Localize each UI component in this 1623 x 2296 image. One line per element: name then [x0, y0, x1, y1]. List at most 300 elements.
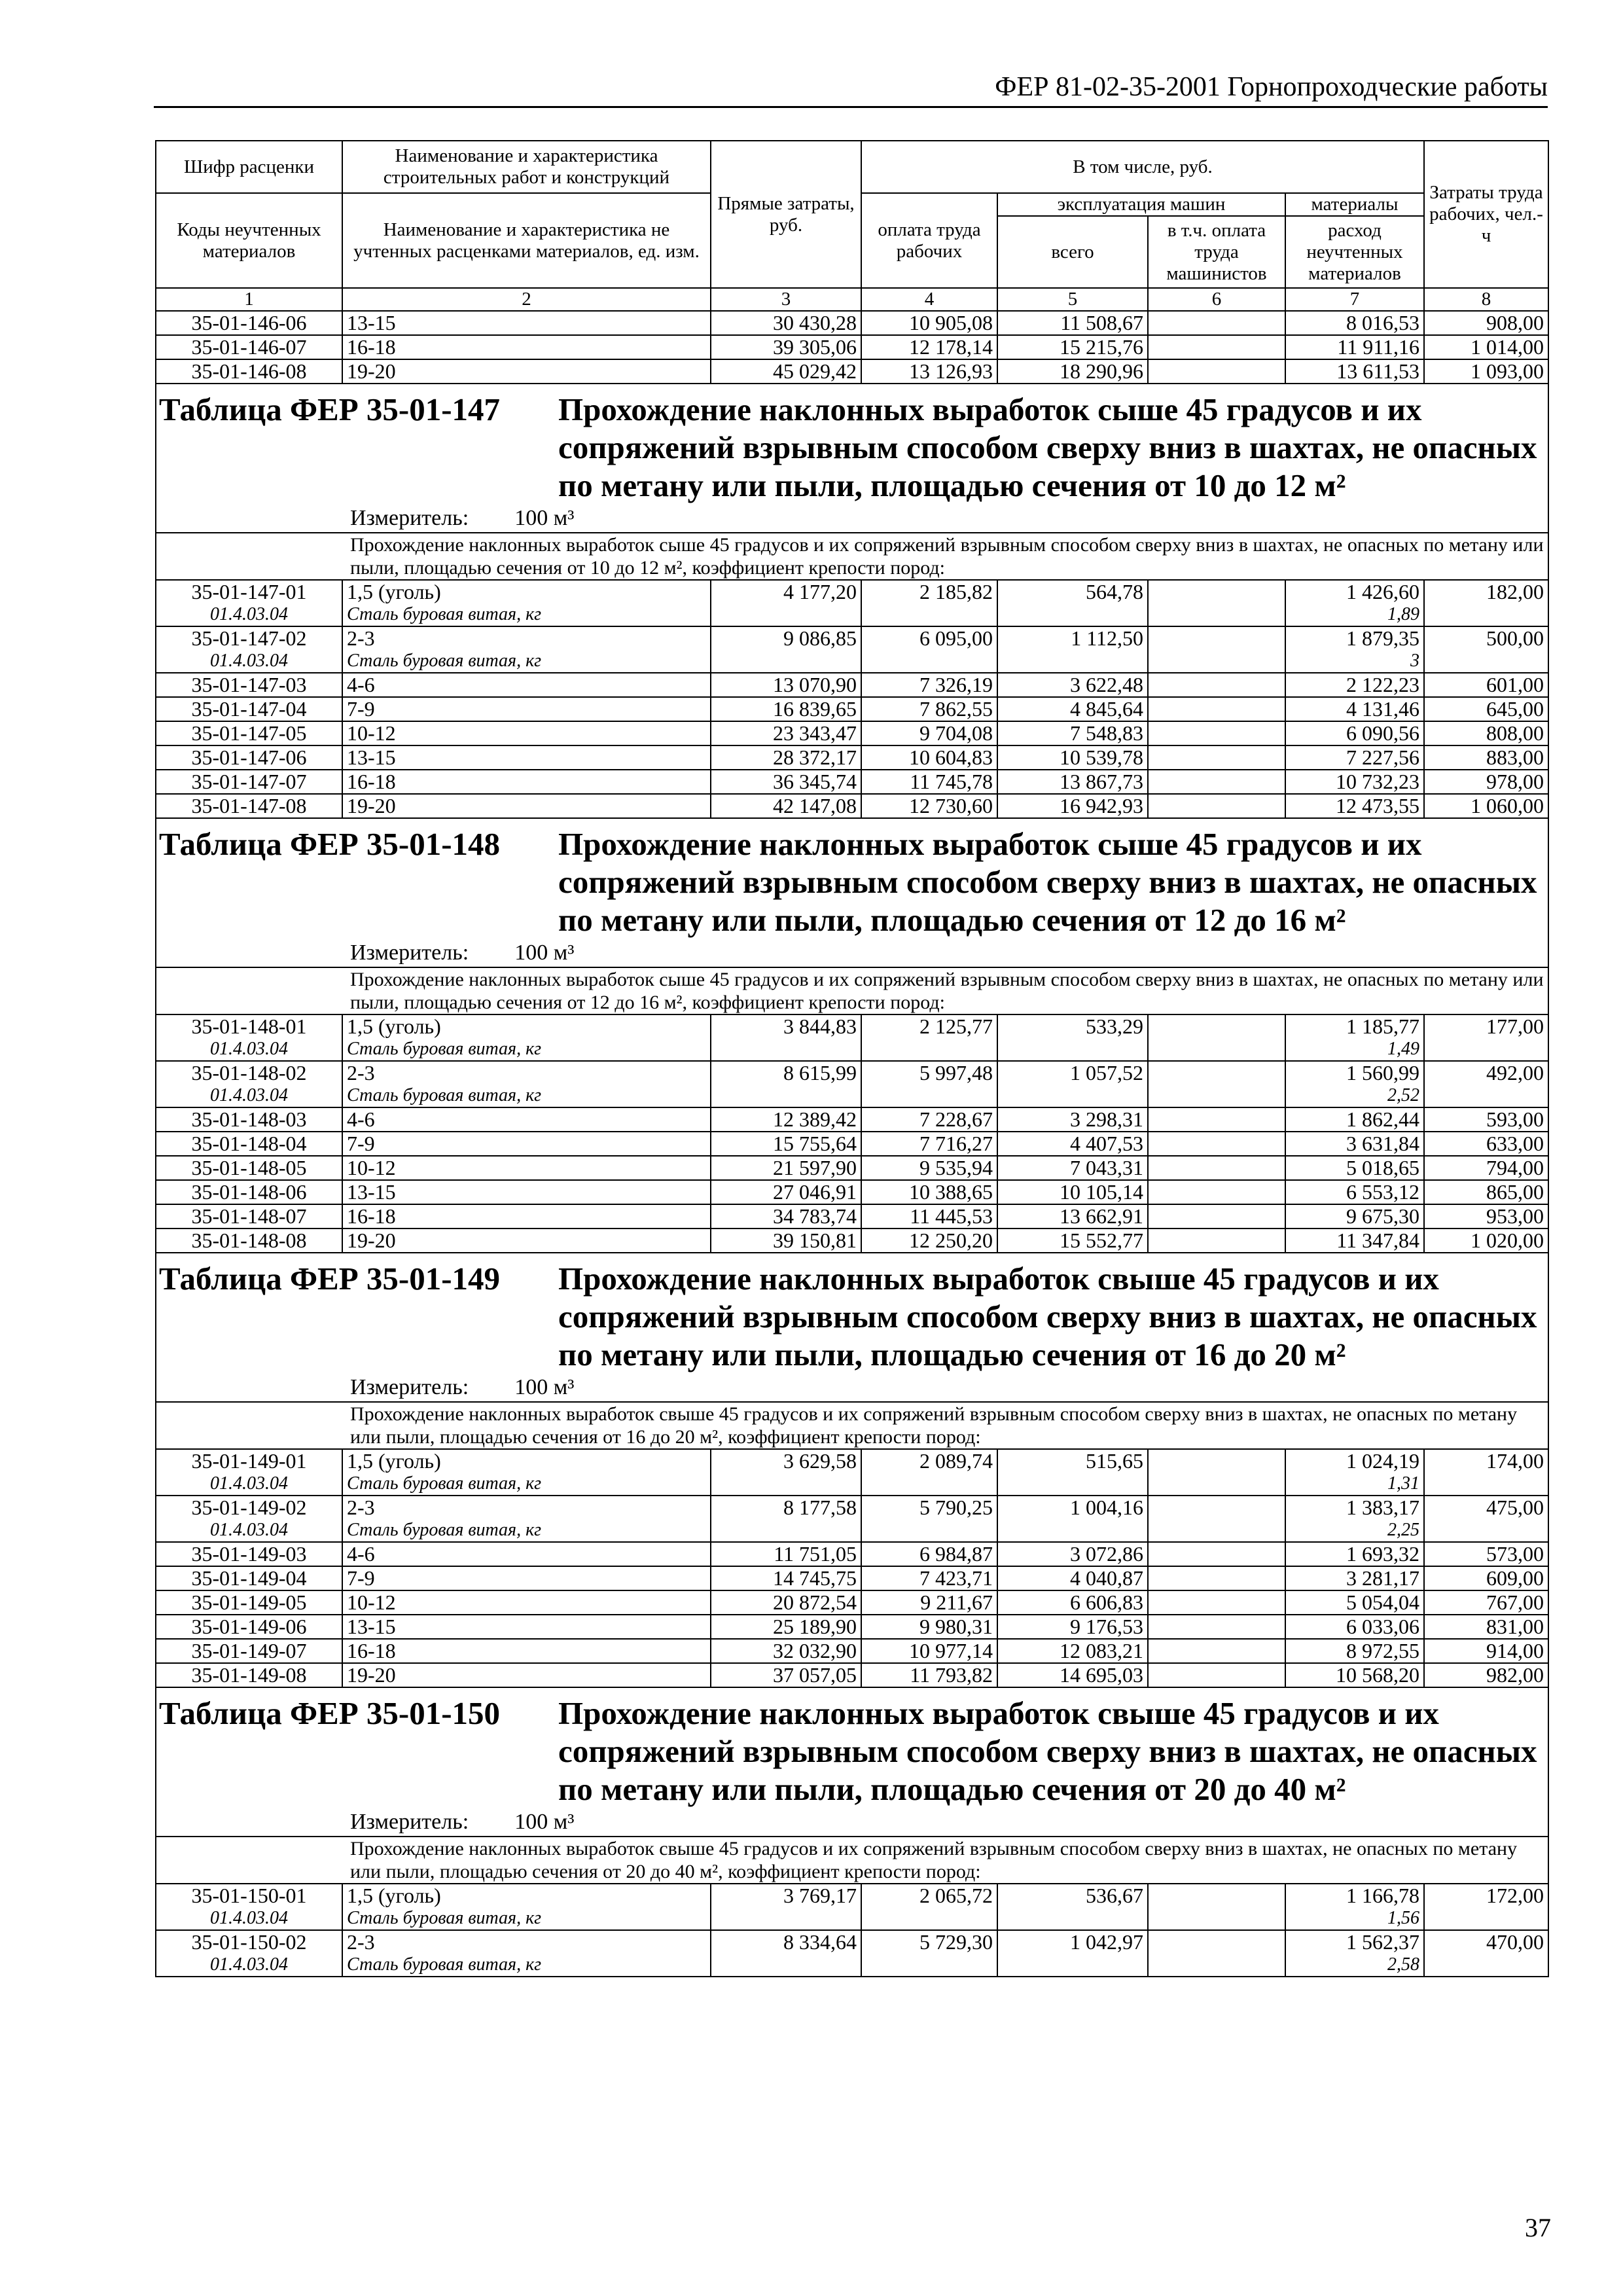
cell-machines: 4 040,87: [997, 1566, 1148, 1590]
header-code: Шифр расценки: [156, 141, 342, 193]
cell-labor: 470,00: [1424, 1930, 1548, 1954]
table-row: [156, 1496, 1548, 1519]
table-title-row: [156, 384, 1548, 505]
cell-labor: 831,00: [1424, 1615, 1548, 1639]
cell-wages: 11 445,53: [861, 1204, 997, 1229]
cell-machinist: [1148, 1449, 1285, 1473]
table-row: [156, 1615, 1548, 1639]
cell-empty: [997, 650, 1148, 673]
cell-materials: 6 090,56: [1285, 721, 1424, 745]
cell-machines: 9 176,53: [997, 1615, 1148, 1639]
cell-code: 35-01-147-01: [156, 580, 342, 603]
cell-machines: 536,67: [997, 1884, 1148, 1907]
material-code: 01.4.03.04: [156, 1473, 342, 1496]
material-code: 01.4.03.04: [156, 603, 342, 626]
table-number: Таблица ФЕР 35-01-148: [159, 826, 501, 862]
table-title: Прохождение наклонных выработок свыше 45 градусов и их сопряжений взрывным способом сверху вниз в шахтах, не опасных по метану или пыли, площадью сечения от 16 до 20 м²: [558, 1261, 1537, 1372]
table-row: [156, 1566, 1548, 1590]
cell-direct: 8 334,64: [711, 1930, 861, 1954]
cell-empty: [1148, 1038, 1285, 1061]
cell-name: 10-12: [342, 1590, 711, 1615]
cell-labor: 982,00: [1424, 1663, 1548, 1687]
table-row: [156, 580, 1548, 603]
table-row: [156, 1061, 1548, 1085]
cell-machines: 3 072,86: [997, 1542, 1148, 1566]
table-row: [156, 359, 1548, 384]
cell-empty: [711, 1954, 861, 1977]
cell-wages: 7 326,19: [861, 673, 997, 697]
cell-materials: 9 675,30: [1285, 1204, 1424, 1229]
cell-direct: 11 751,05: [711, 1542, 861, 1566]
cell-labor: 633,00: [1424, 1132, 1548, 1156]
cell-materials: 11 911,16: [1285, 335, 1424, 359]
cell-labor: 573,00: [1424, 1542, 1548, 1566]
table-heading: [156, 384, 1548, 505]
cell-wages: 10 388,65: [861, 1180, 997, 1204]
cell-code: 35-01-150-01: [156, 1884, 342, 1907]
table-title: Прохождение наклонных выработок сыше 45 градусов и их сопряжений взрывным способом сверху вниз в шахтах, не опасных по метану или пыли, площадью сечения от 12 до 16 м²: [558, 826, 1537, 938]
cell-code: 35-01-146-06: [156, 311, 342, 335]
cell-wages: 6 984,87: [861, 1542, 997, 1566]
cell-wages: 2 125,77: [861, 1014, 997, 1038]
cell-machinist: [1148, 770, 1285, 794]
cell-empty: [997, 603, 1148, 626]
cell-code: 35-01-147-04: [156, 697, 342, 721]
cell-machinist: [1148, 335, 1285, 359]
work-description: Прохождение наклонных выработок сыше 45 градусов и их сопряжений взрывным способом сверху вниз в шахтах, не опасных по метану или пыли, площадью сечения от 10 до 12 м², коэффициент крепости пород:: [156, 533, 1548, 580]
cell-empty: [861, 1085, 997, 1107]
cell-labor: 174,00: [1424, 1449, 1548, 1473]
table-number: Таблица ФЕР 35-01-150: [159, 1695, 501, 1731]
cell-machinist: [1148, 1663, 1285, 1687]
cell-materials: 4 131,46: [1285, 697, 1424, 721]
cell-machinist: [1148, 1930, 1285, 1954]
cell-direct: 30 430,28: [711, 311, 861, 335]
cell-empty: [1148, 1473, 1285, 1496]
header-wages: оплата труда рабочих: [861, 193, 997, 288]
cell-direct: 8 615,99: [711, 1061, 861, 1085]
cell-machines: 7 548,83: [997, 721, 1148, 745]
cell-name: 19-20: [342, 794, 711, 818]
unaccounted-material-row: [156, 650, 1548, 673]
unaccounted-material-row: [156, 603, 1548, 626]
table-title-row: [156, 1687, 1548, 1808]
cell-empty: [711, 650, 861, 673]
table-heading: [156, 818, 1548, 939]
header-unaccounted-name: Наименование и характеристика не учтенных расценками материалов, ед. изм.: [342, 193, 711, 288]
cell-empty: [1148, 1954, 1285, 1977]
cell-name: 4-6: [342, 1542, 711, 1566]
table-title: Прохождение наклонных выработок свыше 45 градусов и их сопряжений взрывным способом сверху вниз в шахтах, не опасных по метану или пыли, площадью сечения от 20 до 40 м²: [558, 1695, 1537, 1807]
table-row: [156, 770, 1548, 794]
cell-code: 35-01-148-04: [156, 1132, 342, 1156]
table-row: [156, 745, 1548, 770]
cell-empty: [1424, 603, 1548, 626]
cell-empty: [997, 1473, 1148, 1496]
cell-machinist: [1148, 359, 1285, 384]
cell-machines: 1 004,16: [997, 1496, 1148, 1519]
material-quantity: 2,58: [1285, 1954, 1424, 1977]
cell-materials: 1 166,78: [1285, 1884, 1424, 1907]
cell-name: 2-3: [342, 626, 711, 650]
cell-direct: 20 872,54: [711, 1590, 861, 1615]
cell-materials: 2 122,23: [1285, 673, 1424, 697]
material-name: Сталь буровая витая, кг: [342, 1038, 711, 1061]
cell-code: 35-01-147-02: [156, 626, 342, 650]
cell-labor: 500,00: [1424, 626, 1548, 650]
measure-row: [156, 1808, 1548, 1837]
cell-wages: 2 065,72: [861, 1884, 997, 1907]
cell-direct: 36 345,74: [711, 770, 861, 794]
cell-empty: [1424, 1519, 1548, 1542]
cell-machinist: [1148, 1180, 1285, 1204]
table-row: [156, 1132, 1548, 1156]
measure-label: Измеритель:: [350, 506, 469, 530]
cell-labor: 593,00: [1424, 1107, 1548, 1132]
cell-materials: 1 426,60: [1285, 580, 1424, 603]
cell-code: 35-01-149-07: [156, 1639, 342, 1663]
cell-machinist: [1148, 1590, 1285, 1615]
cell-machines: 3 298,31: [997, 1107, 1148, 1132]
cell-direct: 39 150,81: [711, 1229, 861, 1253]
cell-labor: 1 093,00: [1424, 359, 1548, 384]
cell-labor: 978,00: [1424, 770, 1548, 794]
cell-name: 7-9: [342, 1132, 711, 1156]
table-row: [156, 673, 1548, 697]
cell-labor: 914,00: [1424, 1639, 1548, 1663]
material-quantity: 2,52: [1285, 1085, 1424, 1107]
measure-value: 100 м³: [514, 1375, 575, 1399]
cell-name: 19-20: [342, 1229, 711, 1253]
cell-wages: 13 126,93: [861, 359, 997, 384]
cell-machinist: [1148, 1229, 1285, 1253]
cell-machines: 11 508,67: [997, 311, 1148, 335]
cell-machinist: [1148, 794, 1285, 818]
cell-direct: 12 389,42: [711, 1107, 861, 1132]
cell-empty: [1424, 1954, 1548, 1977]
header-materials: материалы: [1285, 193, 1424, 216]
work-description-row: [156, 1402, 1548, 1449]
header-total: всего: [997, 216, 1148, 288]
cell-empty: [861, 1473, 997, 1496]
cell-labor: 865,00: [1424, 1180, 1548, 1204]
table-row: [156, 1229, 1548, 1253]
table-row: [156, 1204, 1548, 1229]
material-name: Сталь буровая витая, кг: [342, 603, 711, 626]
column-number: 7: [1285, 288, 1424, 311]
cell-code: 35-01-148-06: [156, 1180, 342, 1204]
cell-machines: 13 662,91: [997, 1204, 1148, 1229]
cell-machinist: [1148, 1156, 1285, 1180]
cell-code: 35-01-149-05: [156, 1590, 342, 1615]
measure-value: 100 м³: [514, 506, 575, 530]
cell-direct: 39 305,06: [711, 335, 861, 359]
cell-machinist: [1148, 1132, 1285, 1156]
cell-machinist: [1148, 1566, 1285, 1590]
cell-wages: 12 730,60: [861, 794, 997, 818]
cell-machines: 7 043,31: [997, 1156, 1148, 1180]
header-rule: [154, 106, 1548, 108]
table-heading: [156, 1253, 1548, 1374]
cell-wages: 6 095,00: [861, 626, 997, 650]
material-code: 01.4.03.04: [156, 1085, 342, 1107]
column-number: 3: [711, 288, 861, 311]
cell-materials: 10 732,23: [1285, 770, 1424, 794]
cell-machines: 1 057,52: [997, 1061, 1148, 1085]
cell-machines: 3 622,48: [997, 673, 1148, 697]
cell-name: 13-15: [342, 311, 711, 335]
cell-machinist: [1148, 1496, 1285, 1519]
cell-wages: 9 704,08: [861, 721, 997, 745]
cell-direct: 3 844,83: [711, 1014, 861, 1038]
cell-name: 2-3: [342, 1930, 711, 1954]
cell-direct: 16 839,65: [711, 697, 861, 721]
cell-labor: 182,00: [1424, 580, 1548, 603]
material-quantity: 1,31: [1285, 1473, 1424, 1496]
cell-materials: 5 054,04: [1285, 1590, 1424, 1615]
cell-code: 35-01-147-08: [156, 794, 342, 818]
cell-wages: 2 089,74: [861, 1449, 997, 1473]
cell-machines: 10 539,78: [997, 745, 1148, 770]
work-description: Прохождение наклонных выработок свыше 45 градусов и их сопряжений взрывным способом сверху вниз в шахтах, не опасных по метану или пыли, площадью сечения от 16 до 20 м², коэффициент крепости пород:: [156, 1402, 1548, 1449]
page-number: 37: [1525, 2213, 1551, 2242]
cell-machines: 15 215,76: [997, 335, 1148, 359]
unaccounted-material-row: [156, 1085, 1548, 1107]
cell-machinist: [1148, 697, 1285, 721]
measure-label: Измеритель:: [350, 1810, 469, 1834]
cell-machinist: [1148, 1061, 1285, 1085]
cell-name: 10-12: [342, 1156, 711, 1180]
cell-wages: 5 997,48: [861, 1061, 997, 1085]
cell-machinist: [1148, 1615, 1285, 1639]
cell-name: 7-9: [342, 697, 711, 721]
material-code: 01.4.03.04: [156, 1954, 342, 1977]
cell-name: 16-18: [342, 1639, 711, 1663]
cell-materials: 6 033,06: [1285, 1615, 1424, 1639]
cell-materials: 7 227,56: [1285, 745, 1424, 770]
unaccounted-material-row: [156, 1038, 1548, 1061]
cell-name: 7-9: [342, 1566, 711, 1590]
measure: [156, 1808, 1548, 1837]
cell-empty: [861, 1519, 997, 1542]
cell-empty: [1148, 1085, 1285, 1107]
cell-empty: [1424, 1473, 1548, 1496]
cell-direct: 27 046,91: [711, 1180, 861, 1204]
material-code: 01.4.03.04: [156, 1519, 342, 1542]
cell-empty: [711, 1519, 861, 1542]
measure-value: 100 м³: [514, 941, 575, 965]
cell-empty: [711, 1473, 861, 1496]
table-row: [156, 1449, 1548, 1473]
measure-row: [156, 1374, 1548, 1402]
table-row: [156, 1884, 1548, 1907]
cell-direct: 15 755,64: [711, 1132, 861, 1156]
cell-empty: [1424, 1038, 1548, 1061]
cell-name: 1,5 (уголь): [342, 1449, 711, 1473]
cell-labor: 767,00: [1424, 1590, 1548, 1615]
cell-materials: 1 693,32: [1285, 1542, 1424, 1566]
cell-code: 35-01-148-05: [156, 1156, 342, 1180]
column-number: 5: [997, 288, 1148, 311]
cell-machinist: [1148, 580, 1285, 603]
cell-name: 16-18: [342, 1204, 711, 1229]
table-title-row: [156, 1253, 1548, 1374]
cell-code: 35-01-148-02: [156, 1061, 342, 1085]
cell-direct: 42 147,08: [711, 794, 861, 818]
cell-wages: 5 790,25: [861, 1496, 997, 1519]
material-quantity: 3: [1285, 650, 1424, 673]
cell-machines: 4 845,64: [997, 697, 1148, 721]
cell-machinist: [1148, 1542, 1285, 1566]
cell-labor: 883,00: [1424, 745, 1548, 770]
cell-code: 35-01-148-03: [156, 1107, 342, 1132]
table-row: [156, 626, 1548, 650]
cell-empty: [997, 1519, 1148, 1542]
cell-materials: 8 972,55: [1285, 1639, 1424, 1663]
cell-machines: 6 606,83: [997, 1590, 1148, 1615]
cell-empty: [711, 1907, 861, 1930]
measure-value: 100 м³: [514, 1810, 575, 1834]
cell-empty: [997, 1085, 1148, 1107]
cell-code: 35-01-149-01: [156, 1449, 342, 1473]
cell-machinist: [1148, 1204, 1285, 1229]
cell-code: 35-01-150-02: [156, 1930, 342, 1954]
cell-wages: 2 185,82: [861, 580, 997, 603]
measure-label: Измеритель:: [350, 1375, 469, 1399]
unaccounted-material-row: [156, 1519, 1548, 1542]
table-row: [156, 697, 1548, 721]
unaccounted-material-row: [156, 1473, 1548, 1496]
cell-labor: 492,00: [1424, 1061, 1548, 1085]
cell-code: 35-01-148-01: [156, 1014, 342, 1038]
column-number: 1: [156, 288, 342, 311]
table-row: [156, 335, 1548, 359]
cell-wages: 9 980,31: [861, 1615, 997, 1639]
column-number: 6: [1148, 288, 1285, 311]
cell-empty: [997, 1907, 1148, 1930]
cell-labor: 908,00: [1424, 311, 1548, 335]
measure: [156, 505, 1548, 533]
column-number: 8: [1424, 288, 1548, 311]
cell-materials: 6 553,12: [1285, 1180, 1424, 1204]
cell-wages: 11 793,82: [861, 1663, 997, 1687]
cell-materials: 11 347,84: [1285, 1229, 1424, 1253]
cell-machines: 15 552,77: [997, 1229, 1148, 1253]
cell-direct: 25 189,90: [711, 1615, 861, 1639]
cell-empty: [1148, 603, 1285, 626]
cell-direct: 3 769,17: [711, 1884, 861, 1907]
unaccounted-material-row: [156, 1907, 1548, 1930]
cell-empty: [861, 603, 997, 626]
cell-labor: 953,00: [1424, 1204, 1548, 1229]
cell-code: 35-01-148-07: [156, 1204, 342, 1229]
cell-name: 2-3: [342, 1061, 711, 1085]
material-name: Сталь буровая витая, кг: [342, 1085, 711, 1107]
table-row: [156, 311, 1548, 335]
cell-machines: 1 042,97: [997, 1930, 1148, 1954]
material-quantity: 1,56: [1285, 1907, 1424, 1930]
column-number: 4: [861, 288, 997, 311]
material-quantity: 2,25: [1285, 1519, 1424, 1542]
table-row: [156, 721, 1548, 745]
header-machinist-wages: в т.ч. оплата труда машинистов: [1148, 216, 1285, 288]
table-row: [156, 1590, 1548, 1615]
cell-direct: 3 629,58: [711, 1449, 861, 1473]
cell-labor: 601,00: [1424, 673, 1548, 697]
header-direct: Прямые затраты, руб.: [711, 141, 861, 288]
cell-name: 19-20: [342, 1663, 711, 1687]
table-row: [156, 1663, 1548, 1687]
material-code: 01.4.03.04: [156, 1038, 342, 1061]
cell-materials: 13 611,53: [1285, 359, 1424, 384]
table-row: [156, 1542, 1548, 1566]
table-title: Прохождение наклонных выработок сыше 45 градусов и их сопряжений взрывным способом сверху вниз в шахтах, не опасных по метану или пыли, площадью сечения от 10 до 12 м²: [558, 391, 1537, 503]
header-unaccounted-consumption: расход неучтенных материалов: [1285, 216, 1424, 288]
cell-materials: 1 562,37: [1285, 1930, 1424, 1954]
cell-machines: 564,78: [997, 580, 1148, 603]
running-header: ФЕР 81-02-35-2001 Горнопроходческие работы: [995, 72, 1548, 102]
cell-empty: [711, 1038, 861, 1061]
cell-materials: 3 281,17: [1285, 1566, 1424, 1590]
cell-empty: [861, 650, 997, 673]
cell-name: 13-15: [342, 1615, 711, 1639]
work-description: Прохождение наклонных выработок сыше 45 градусов и их сопряжений взрывным способом сверху вниз в шахтах, не опасных по метану или пыли, площадью сечения от 12 до 16 м², коэффициент крепости пород:: [156, 967, 1548, 1014]
cell-name: 2-3: [342, 1496, 711, 1519]
table-number: Таблица ФЕР 35-01-149: [159, 1261, 501, 1297]
cell-direct: 8 177,58: [711, 1496, 861, 1519]
cell-empty: [861, 1907, 997, 1930]
cell-wages: 9 211,67: [861, 1590, 997, 1615]
cell-machinist: [1148, 721, 1285, 745]
work-description: Прохождение наклонных выработок свыше 45 градусов и их сопряжений взрывным способом сверху вниз в шахтах, не опасных по метану или пыли, площадью сечения от 20 до 40 м², коэффициент крепости пород:: [156, 1837, 1548, 1884]
header-name: Наименование и характеристика строительных работ и конструкций: [342, 141, 711, 193]
column-number: 2: [342, 288, 711, 311]
measure: [156, 1374, 1548, 1402]
cell-empty: [1424, 1907, 1548, 1930]
cell-code: 35-01-149-04: [156, 1566, 342, 1590]
cell-materials: 5 018,65: [1285, 1156, 1424, 1180]
material-name: Сталь буровая витая, кг: [342, 650, 711, 673]
cell-labor: 177,00: [1424, 1014, 1548, 1038]
cell-machines: 13 867,73: [997, 770, 1148, 794]
header-machines: эксплуатация машин: [997, 193, 1285, 216]
cell-machinist: [1148, 1107, 1285, 1132]
cell-empty: [861, 1954, 997, 1977]
material-name: Сталь буровая витая, кг: [342, 1954, 711, 1977]
cell-empty: [711, 603, 861, 626]
material-quantity: 1,89: [1285, 603, 1424, 626]
material-name: Сталь буровая витая, кг: [342, 1907, 711, 1930]
cell-wages: 12 250,20: [861, 1229, 997, 1253]
cell-labor: 808,00: [1424, 721, 1548, 745]
cell-name: 4-6: [342, 1107, 711, 1132]
cell-wages: 7 862,55: [861, 697, 997, 721]
cell-code: 35-01-149-03: [156, 1542, 342, 1566]
cell-labor: 1 014,00: [1424, 335, 1548, 359]
work-description-row: [156, 967, 1548, 1014]
cell-name: 1,5 (уголь): [342, 580, 711, 603]
cell-empty: [711, 1085, 861, 1107]
cell-name: 19-20: [342, 359, 711, 384]
cell-direct: 13 070,90: [711, 673, 861, 697]
cell-labor: 1 060,00: [1424, 794, 1548, 818]
cell-empty: [997, 1038, 1148, 1061]
cell-code: 35-01-147-05: [156, 721, 342, 745]
cell-name: 1,5 (уголь): [342, 1014, 711, 1038]
cell-empty: [1424, 650, 1548, 673]
table-row: [156, 1639, 1548, 1663]
cell-machinist: [1148, 673, 1285, 697]
